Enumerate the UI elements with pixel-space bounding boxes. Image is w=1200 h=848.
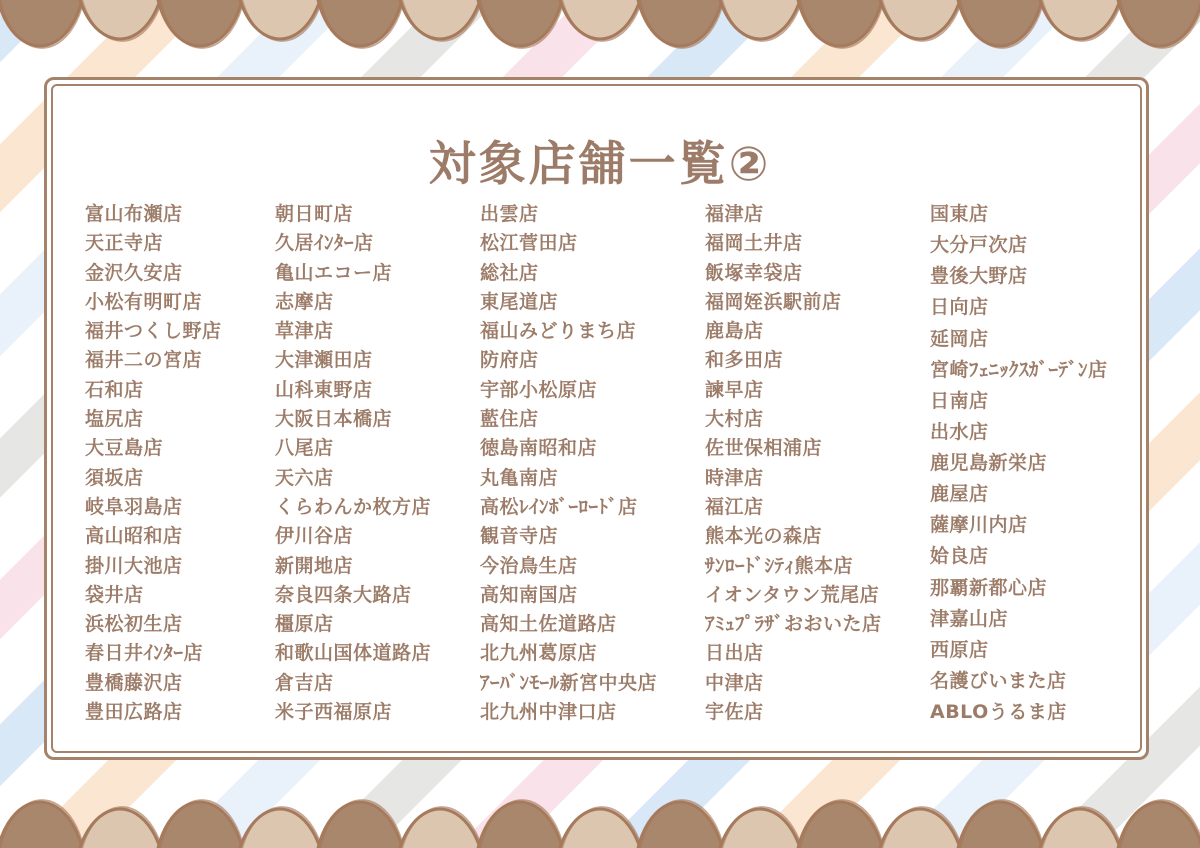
store-list-item: 藍住店	[480, 408, 539, 431]
store-list-item: 高知土佐道路店	[480, 613, 617, 636]
store-list-item: 延岡店	[930, 327, 989, 350]
store-list-item: 姶良店	[930, 545, 989, 568]
scallop-circle	[155, 0, 245, 46]
store-list-item: 大津瀬田店	[275, 349, 373, 372]
store-list-item: 高知南国店	[480, 583, 578, 606]
store-column	[85, 203, 275, 724]
scallop-circle	[635, 802, 725, 848]
scallop-circle	[1115, 0, 1200, 46]
scallop-circle-sketch-line	[638, 800, 726, 848]
store-list-item: 福井つくし野店	[85, 320, 222, 343]
store-list-item: 鹿児島新栄店	[930, 452, 1048, 474]
scallop-circle	[0, 0, 85, 46]
store-list-item: 西原店	[930, 638, 989, 661]
scallop-circle	[1035, 809, 1125, 848]
scallop-circle	[475, 0, 565, 46]
store-list-item: 天正寺店	[85, 232, 164, 255]
scallop-circle-sketch-line	[1118, 0, 1200, 48]
store-list-item: ｱｰﾊﾞﾝﾓｰﾙ新宮中央店	[480, 671, 658, 694]
store-list-item: 福山みどりまち店	[480, 320, 637, 343]
store-list-item: 諫早店	[705, 378, 764, 401]
scallop-circle-sketch-line	[878, 807, 966, 848]
store-list-item: 熊本光の森店	[705, 525, 823, 548]
scallop-circle-sketch-line	[558, 807, 646, 848]
scallop-circle	[1035, 0, 1125, 39]
scallop-circle	[635, 0, 725, 46]
scallop-circle	[315, 0, 405, 46]
store-list-item: 宇部小松原店	[480, 378, 598, 401]
scallop-circle	[235, 809, 325, 848]
store-list-item: 宮崎ﾌｪﾆｯｸｽｶﾞｰﾃﾞﾝ店	[930, 358, 1108, 381]
scallop-circle-sketch-line	[718, 0, 806, 41]
scallop-circle-sketch-line	[0, 800, 86, 848]
store-list-item: 袋井店	[85, 583, 144, 606]
store-list-item: 春日井ｲﾝﾀｰ店	[85, 642, 204, 665]
scallop-circle-sketch-line	[798, 0, 886, 48]
scallop-circle	[795, 802, 885, 848]
store-list-item: 朝日町店	[275, 203, 354, 225]
scallop-circle-sketch-line	[318, 0, 406, 48]
store-column	[930, 203, 1147, 724]
store-list-item: 浜松初生店	[85, 613, 183, 636]
store-list-item: イオンタウン荒尾店	[705, 583, 880, 606]
scallop-circle-sketch-line	[958, 800, 1046, 848]
store-list-item: 石和店	[85, 378, 144, 401]
store-list-item: 奈良四条大路店	[275, 583, 412, 606]
store-list-item: 岐阜羽島店	[85, 495, 183, 518]
store-list-item: 福井二の宮店	[85, 349, 203, 372]
scallop-circle-sketch-line	[78, 0, 166, 41]
store-list-item: 伊川谷店	[275, 525, 354, 548]
store-list-item: 那覇新都心店	[930, 576, 1048, 599]
store-list-item: 橿原店	[275, 613, 334, 636]
store-list-item: ｻﾝﾛｰﾄﾞｼﾃｨ熊本店	[705, 554, 854, 577]
store-list-item: くらわんか枚方店	[275, 495, 432, 518]
store-list-item: 小松有明町店	[85, 290, 203, 313]
store-list-item: 和歌山国体道路店	[275, 642, 432, 665]
scallop-circle	[795, 0, 885, 46]
store-list-item: 松江菅田店	[480, 232, 578, 255]
store-list-item: 大阪日本橋店	[275, 408, 393, 431]
scallop-circle	[395, 0, 485, 39]
store-list-item: 草津店	[275, 320, 334, 343]
scallop-circle	[955, 802, 1045, 848]
store-list-item: 豊田広路店	[85, 701, 183, 724]
store-list-item: 薩摩川内店	[930, 514, 1028, 537]
scallop-circle-sketch-line	[878, 0, 966, 41]
store-list-item: 防府店	[480, 349, 539, 372]
scallop-circle-sketch-line	[318, 800, 406, 848]
scallop-circle-sketch-line	[558, 0, 646, 41]
scallop-circle-sketch-line	[478, 0, 566, 48]
store-list-item: 大村店	[705, 408, 764, 431]
store-list-item: 時津店	[705, 466, 764, 489]
scallop-circle	[875, 809, 965, 848]
store-list-item: 北九州中津口店	[480, 701, 617, 724]
scallop-circle	[315, 802, 405, 848]
scallop-circle	[75, 809, 165, 848]
store-list-item: 新開地店	[275, 554, 354, 577]
store-list-item: 国東店	[930, 203, 989, 225]
scallop-circle	[555, 809, 645, 848]
scallop-circle-sketch-line	[158, 800, 246, 848]
store-list	[85, 203, 1147, 724]
scallop-circle-sketch-line	[958, 0, 1046, 48]
store-list-item: ｱﾐｭﾌﾟﾗｻﾞおおいた店	[705, 613, 882, 636]
store-list-item: ABLOうるま店	[930, 701, 1067, 723]
store-list-item: 塩尻店	[85, 408, 144, 431]
scallop-circle	[155, 802, 245, 848]
scallop-circle-sketch-line	[1038, 807, 1126, 848]
scallop-circle	[1115, 802, 1200, 848]
store-list-item: 今治鳥生店	[480, 554, 578, 577]
store-list-item: 福江店	[705, 495, 764, 518]
store-list-item: 日南店	[930, 389, 989, 412]
store-list-item: 日向店	[930, 296, 989, 319]
store-list-item: 大豆島店	[85, 437, 164, 460]
scallop-circle-sketch-line	[398, 0, 486, 41]
store-list-item: 日出店	[705, 642, 764, 665]
store-list-item: 北九州葛原店	[480, 642, 598, 665]
store-list-item: 飯塚幸袋店	[705, 261, 803, 284]
store-column	[705, 203, 930, 724]
scallop-circle	[235, 0, 325, 39]
store-list-item: 掛川大池店	[85, 554, 183, 577]
scallop-circle-sketch-line	[238, 0, 326, 41]
store-list-item: 津嘉山店	[930, 607, 1009, 630]
store-list-item: 高山昭和店	[85, 525, 183, 548]
scallop-circle	[0, 802, 85, 848]
scallop-circle-sketch-line	[1038, 0, 1126, 41]
store-list-item: 中津店	[705, 671, 764, 694]
store-list-item: 観音寺店	[480, 525, 559, 548]
scallop-circle-sketch-line	[0, 0, 86, 48]
store-list-item: 山科東野店	[275, 378, 373, 401]
scallop-circle	[715, 809, 805, 848]
store-list-item: 亀山エコー店	[275, 261, 393, 284]
scallop-circle	[875, 0, 965, 39]
store-list-item: 和多田店	[705, 349, 784, 372]
store-list-item: 東尾道店	[480, 290, 559, 313]
scallop-circle-sketch-line	[718, 807, 806, 848]
store-list-item: 豊橋藤沢店	[85, 671, 183, 694]
store-list-item: 久居ｲﾝﾀｰ店	[275, 232, 374, 255]
scallop-circle	[555, 0, 645, 39]
store-list-item: 福岡土井店	[705, 232, 803, 255]
store-list-item: 志摩店	[275, 290, 334, 313]
store-list-item: 倉吉店	[275, 671, 334, 694]
scallop-circle-sketch-line	[78, 807, 166, 848]
store-column	[275, 203, 480, 724]
store-list-item: 出雲店	[480, 203, 539, 225]
store-list-item: 徳島南昭和店	[480, 437, 598, 460]
store-list-item: 米子西福原店	[275, 701, 393, 724]
store-list-item: 丸亀南店	[480, 466, 559, 489]
store-list-item: 総社店	[480, 261, 539, 284]
scallop-circle-sketch-line	[238, 807, 326, 848]
store-list-item: 宇佐店	[705, 701, 764, 724]
store-list-item: 大分戸次店	[930, 234, 1028, 257]
store-list-item: 名護びいまた店	[930, 669, 1067, 692]
scallop-circle-sketch-line	[398, 807, 486, 848]
store-list-item: 八尾店	[275, 437, 334, 460]
store-list-item: 福岡姪浜駅前店	[705, 290, 842, 313]
store-list-item: 鹿島店	[705, 320, 764, 343]
store-list-item: 福津店	[705, 203, 764, 225]
store-list-item: 須坂店	[85, 466, 144, 489]
scallop-circle-sketch-line	[638, 0, 726, 48]
scallop-circle	[955, 0, 1045, 46]
page-title: 対象店舗一覧②	[428, 137, 772, 193]
store-list-item: 高松ﾚｲﾝﾎﾞｰﾛｰﾄﾞ店	[480, 495, 638, 518]
store-column	[480, 203, 705, 724]
scallop-circle	[715, 0, 805, 39]
store-list-item: 鹿屋店	[930, 483, 989, 506]
scallop-circle-sketch-line	[1118, 800, 1200, 848]
scallop-circle	[75, 0, 165, 39]
scallop-circle-sketch-line	[478, 800, 566, 848]
scallop-circle	[475, 802, 565, 848]
store-list-item: 富山布瀬店	[85, 203, 183, 225]
store-list-item: 金沢久安店	[85, 261, 183, 284]
scallop-circle-sketch-line	[158, 0, 246, 48]
store-list-item: 豊後大野店	[930, 265, 1028, 288]
scallop-circle-sketch-line	[798, 800, 886, 848]
scallop-circle	[395, 809, 485, 848]
store-list-item: 佐世保相浦店	[705, 437, 823, 460]
store-list-item: 出水店	[930, 420, 989, 443]
store-list-item: 天六店	[275, 466, 334, 489]
